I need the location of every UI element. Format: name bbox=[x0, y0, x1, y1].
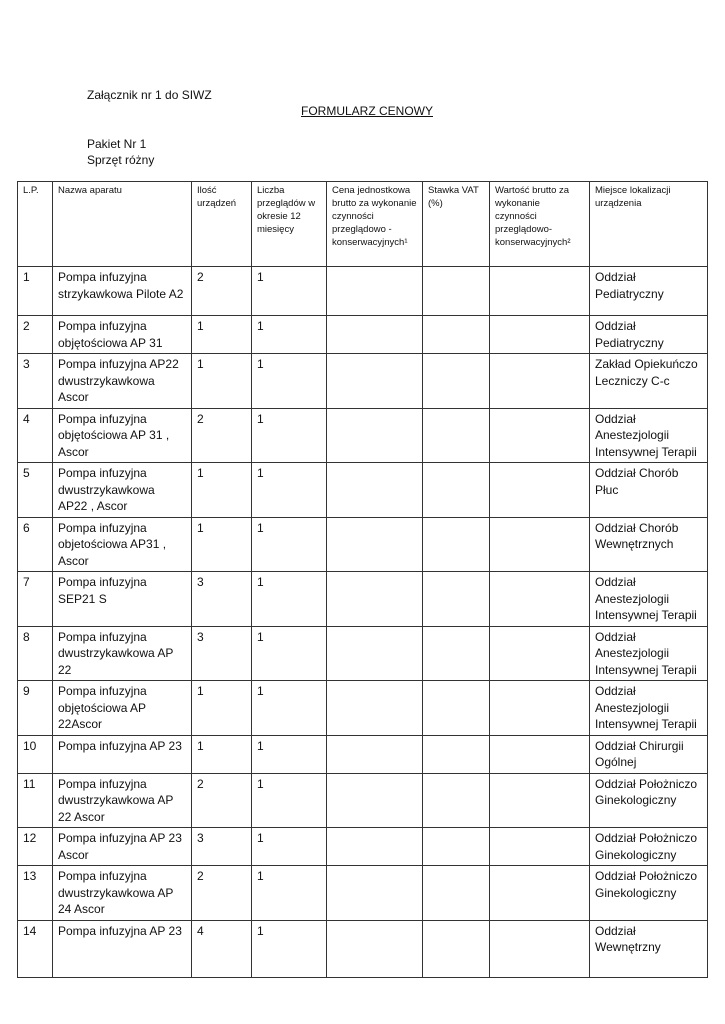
column-header-name: Nazwa aparatu bbox=[53, 182, 192, 267]
cell-vat bbox=[423, 773, 490, 828]
cell-name: Pompa infuzyjna dwustrzykawkowa AP 22 bbox=[53, 626, 192, 681]
cell-location: Oddział Anestezjologii Intensywnej Terapii bbox=[590, 681, 708, 736]
cell-name: Pompa infuzyjna dwustrzykawkowa AP22 , Ascor bbox=[53, 463, 192, 518]
cell-location: Oddział Anestezjologii Intensywnej Terapii bbox=[590, 408, 708, 463]
cell-qty: 2 bbox=[192, 773, 252, 828]
cell-value bbox=[490, 316, 590, 354]
cell-lp: 6 bbox=[18, 517, 53, 572]
cell-lp: 4 bbox=[18, 408, 53, 463]
cell-inspections: 1 bbox=[252, 267, 327, 316]
table-row bbox=[18, 920, 708, 977]
cell-qty: 1 bbox=[192, 316, 252, 354]
cell-vat bbox=[423, 681, 490, 736]
cell-lp: 7 bbox=[18, 572, 53, 627]
cell-lp: 5 bbox=[18, 463, 53, 518]
cell-qty: 4 bbox=[192, 920, 252, 977]
cell-location: Zakład Opiekuńczo Leczniczy C-c bbox=[590, 354, 708, 409]
cell-vat bbox=[423, 866, 490, 921]
cell-lp: 2 bbox=[18, 316, 53, 354]
cell-unit-price bbox=[327, 572, 423, 627]
table-row bbox=[18, 626, 708, 681]
column-header-vat: Stawka VAT (%) bbox=[423, 182, 490, 267]
cell-name: Pompa infuzyjna SEP21 S bbox=[53, 572, 192, 627]
table-row bbox=[18, 408, 708, 463]
cell-name: Pompa infuzyjna AP22 dwustrzykawkowa Ascor bbox=[53, 354, 192, 409]
cell-qty: 2 bbox=[192, 267, 252, 316]
cell-inspections: 1 bbox=[252, 316, 327, 354]
cell-value bbox=[490, 626, 590, 681]
cell-qty: 1 bbox=[192, 354, 252, 409]
cell-unit-price bbox=[327, 267, 423, 316]
cell-value bbox=[490, 735, 590, 773]
cell-vat bbox=[423, 828, 490, 866]
cell-inspections: 1 bbox=[252, 572, 327, 627]
cell-vat bbox=[423, 354, 490, 409]
cell-value bbox=[490, 517, 590, 572]
table-row bbox=[18, 681, 708, 736]
cell-inspections: 1 bbox=[252, 866, 327, 921]
cell-unit-price bbox=[327, 408, 423, 463]
cell-unit-price bbox=[327, 920, 423, 977]
cell-value bbox=[490, 920, 590, 977]
form-title: FORMULARZ CENOWY bbox=[301, 104, 433, 118]
column-header-unit-price: Cena jednostkowa brutto za wykonanie czynności przeglądowo - konserwacyjnych¹ bbox=[327, 182, 423, 267]
table-row bbox=[18, 463, 708, 518]
cell-name: Pompa infuzyjna AP 23 bbox=[53, 735, 192, 773]
cell-value bbox=[490, 681, 590, 736]
cell-lp: 12 bbox=[18, 828, 53, 866]
cell-lp: 13 bbox=[18, 866, 53, 921]
cell-unit-price bbox=[327, 626, 423, 681]
cell-location: Oddział Pediatryczny bbox=[590, 316, 708, 354]
cell-name: Pompa infuzyjna AP 23 Ascor bbox=[53, 828, 192, 866]
cell-qty: 3 bbox=[192, 828, 252, 866]
category-label: Sprzęt różny bbox=[87, 153, 155, 167]
cell-vat bbox=[423, 735, 490, 773]
cell-inspections: 1 bbox=[252, 517, 327, 572]
table-row bbox=[18, 773, 708, 828]
cell-value bbox=[490, 572, 590, 627]
cell-qty: 1 bbox=[192, 681, 252, 736]
cell-name: Pompa infuzyjna dwustrzykawkowa AP 22 Ascor bbox=[53, 773, 192, 828]
column-header-inspections: Liczba przeglądów w okresie 12 miesięcy bbox=[252, 182, 327, 267]
column-header-location: Miejsce lokalizacji urządzenia bbox=[590, 182, 708, 267]
cell-vat bbox=[423, 920, 490, 977]
cell-unit-price bbox=[327, 463, 423, 518]
cell-inspections: 1 bbox=[252, 735, 327, 773]
cell-value bbox=[490, 408, 590, 463]
column-header-qty: Ilość urządzeń bbox=[192, 182, 252, 267]
cell-vat bbox=[423, 267, 490, 316]
table-row bbox=[18, 517, 708, 572]
table-row bbox=[18, 866, 708, 921]
cell-lp: 8 bbox=[18, 626, 53, 681]
cell-unit-price bbox=[327, 517, 423, 572]
cell-value bbox=[490, 463, 590, 518]
cell-vat bbox=[423, 572, 490, 627]
cell-lp: 9 bbox=[18, 681, 53, 736]
cell-location: Oddział Położniczo Ginekologiczny bbox=[590, 773, 708, 828]
cell-inspections: 1 bbox=[252, 681, 327, 736]
cell-inspections: 1 bbox=[252, 626, 327, 681]
cell-inspections: 1 bbox=[252, 773, 327, 828]
cell-inspections: 1 bbox=[252, 463, 327, 518]
cell-value bbox=[490, 267, 590, 316]
cell-vat bbox=[423, 517, 490, 572]
cell-lp: 10 bbox=[18, 735, 53, 773]
cell-location: Oddział Anestezjologii Intensywnej Terapii bbox=[590, 626, 708, 681]
cell-value bbox=[490, 828, 590, 866]
table-row bbox=[18, 354, 708, 409]
cell-vat bbox=[423, 316, 490, 354]
cell-location: Oddział Pediatryczny bbox=[590, 267, 708, 316]
cell-name: Pompa infuzyjna dwustrzykawkowa AP 24 Ascor bbox=[53, 866, 192, 921]
cell-value bbox=[490, 866, 590, 921]
table-row bbox=[18, 572, 708, 627]
column-header-lp: L.P. bbox=[18, 182, 53, 267]
cell-location: Oddział Anestezjologii Intensywnej Terapii bbox=[590, 572, 708, 627]
cell-lp: 1 bbox=[18, 267, 53, 316]
cell-qty: 3 bbox=[192, 626, 252, 681]
cell-qty: 2 bbox=[192, 408, 252, 463]
cell-unit-price bbox=[327, 828, 423, 866]
table-row bbox=[18, 735, 708, 773]
column-header-value: Wartość brutto za wykonanie czynności przeglądowo-konserwacyjnych² bbox=[490, 182, 590, 267]
table-row bbox=[18, 316, 708, 354]
cell-lp: 14 bbox=[18, 920, 53, 977]
cell-name: Pompa infuzyjna objętościowa AP 31 bbox=[53, 316, 192, 354]
cell-qty: 1 bbox=[192, 735, 252, 773]
cell-location: Oddział Chirurgii Ogólnej bbox=[590, 735, 708, 773]
cell-unit-price bbox=[327, 354, 423, 409]
table-header-row bbox=[18, 182, 708, 267]
cell-vat bbox=[423, 463, 490, 518]
cell-vat bbox=[423, 408, 490, 463]
cell-vat bbox=[423, 626, 490, 681]
cell-inspections: 1 bbox=[252, 828, 327, 866]
cell-location: Oddział Chorób Wewnętrznych bbox=[590, 517, 708, 572]
cell-name: Pompa infuzyjna AP 23 bbox=[53, 920, 192, 977]
cell-qty: 1 bbox=[192, 517, 252, 572]
cell-lp: 11 bbox=[18, 773, 53, 828]
package-label: Pakiet Nr 1 bbox=[87, 137, 147, 151]
cell-inspections: 1 bbox=[252, 920, 327, 977]
cell-location: Oddział Chorób Płuc bbox=[590, 463, 708, 518]
cell-inspections: 1 bbox=[252, 354, 327, 409]
cell-location: Oddział Położniczo Ginekologiczny bbox=[590, 866, 708, 921]
cell-value bbox=[490, 354, 590, 409]
cell-name: Pompa infuzyjna objętościowa AP 31 , Ascor bbox=[53, 408, 192, 463]
cell-qty: 2 bbox=[192, 866, 252, 921]
table-row bbox=[18, 828, 708, 866]
cell-unit-price bbox=[327, 681, 423, 736]
cell-unit-price bbox=[327, 773, 423, 828]
cell-lp: 3 bbox=[18, 354, 53, 409]
cell-name: Pompa infuzyjna objętościowa AP 22Ascor bbox=[53, 681, 192, 736]
cell-unit-price bbox=[327, 316, 423, 354]
price-table bbox=[17, 181, 708, 978]
cell-unit-price bbox=[327, 735, 423, 773]
attachment-label: Załącznik nr 1 do SIWZ bbox=[87, 88, 212, 102]
cell-location: Oddział Położniczo Ginekologiczny bbox=[590, 828, 708, 866]
cell-location: Oddział Wewnętrzny bbox=[590, 920, 708, 977]
cell-qty: 1 bbox=[192, 463, 252, 518]
cell-name: Pompa infuzyjna objetościowa AP31 , Ascor bbox=[53, 517, 192, 572]
cell-qty: 3 bbox=[192, 572, 252, 627]
table-row bbox=[18, 267, 708, 316]
cell-inspections: 1 bbox=[252, 408, 327, 463]
cell-value bbox=[490, 773, 590, 828]
cell-name: Pompa infuzyjna strzykawkowa Pilote A2 bbox=[53, 267, 192, 316]
cell-unit-price bbox=[327, 866, 423, 921]
